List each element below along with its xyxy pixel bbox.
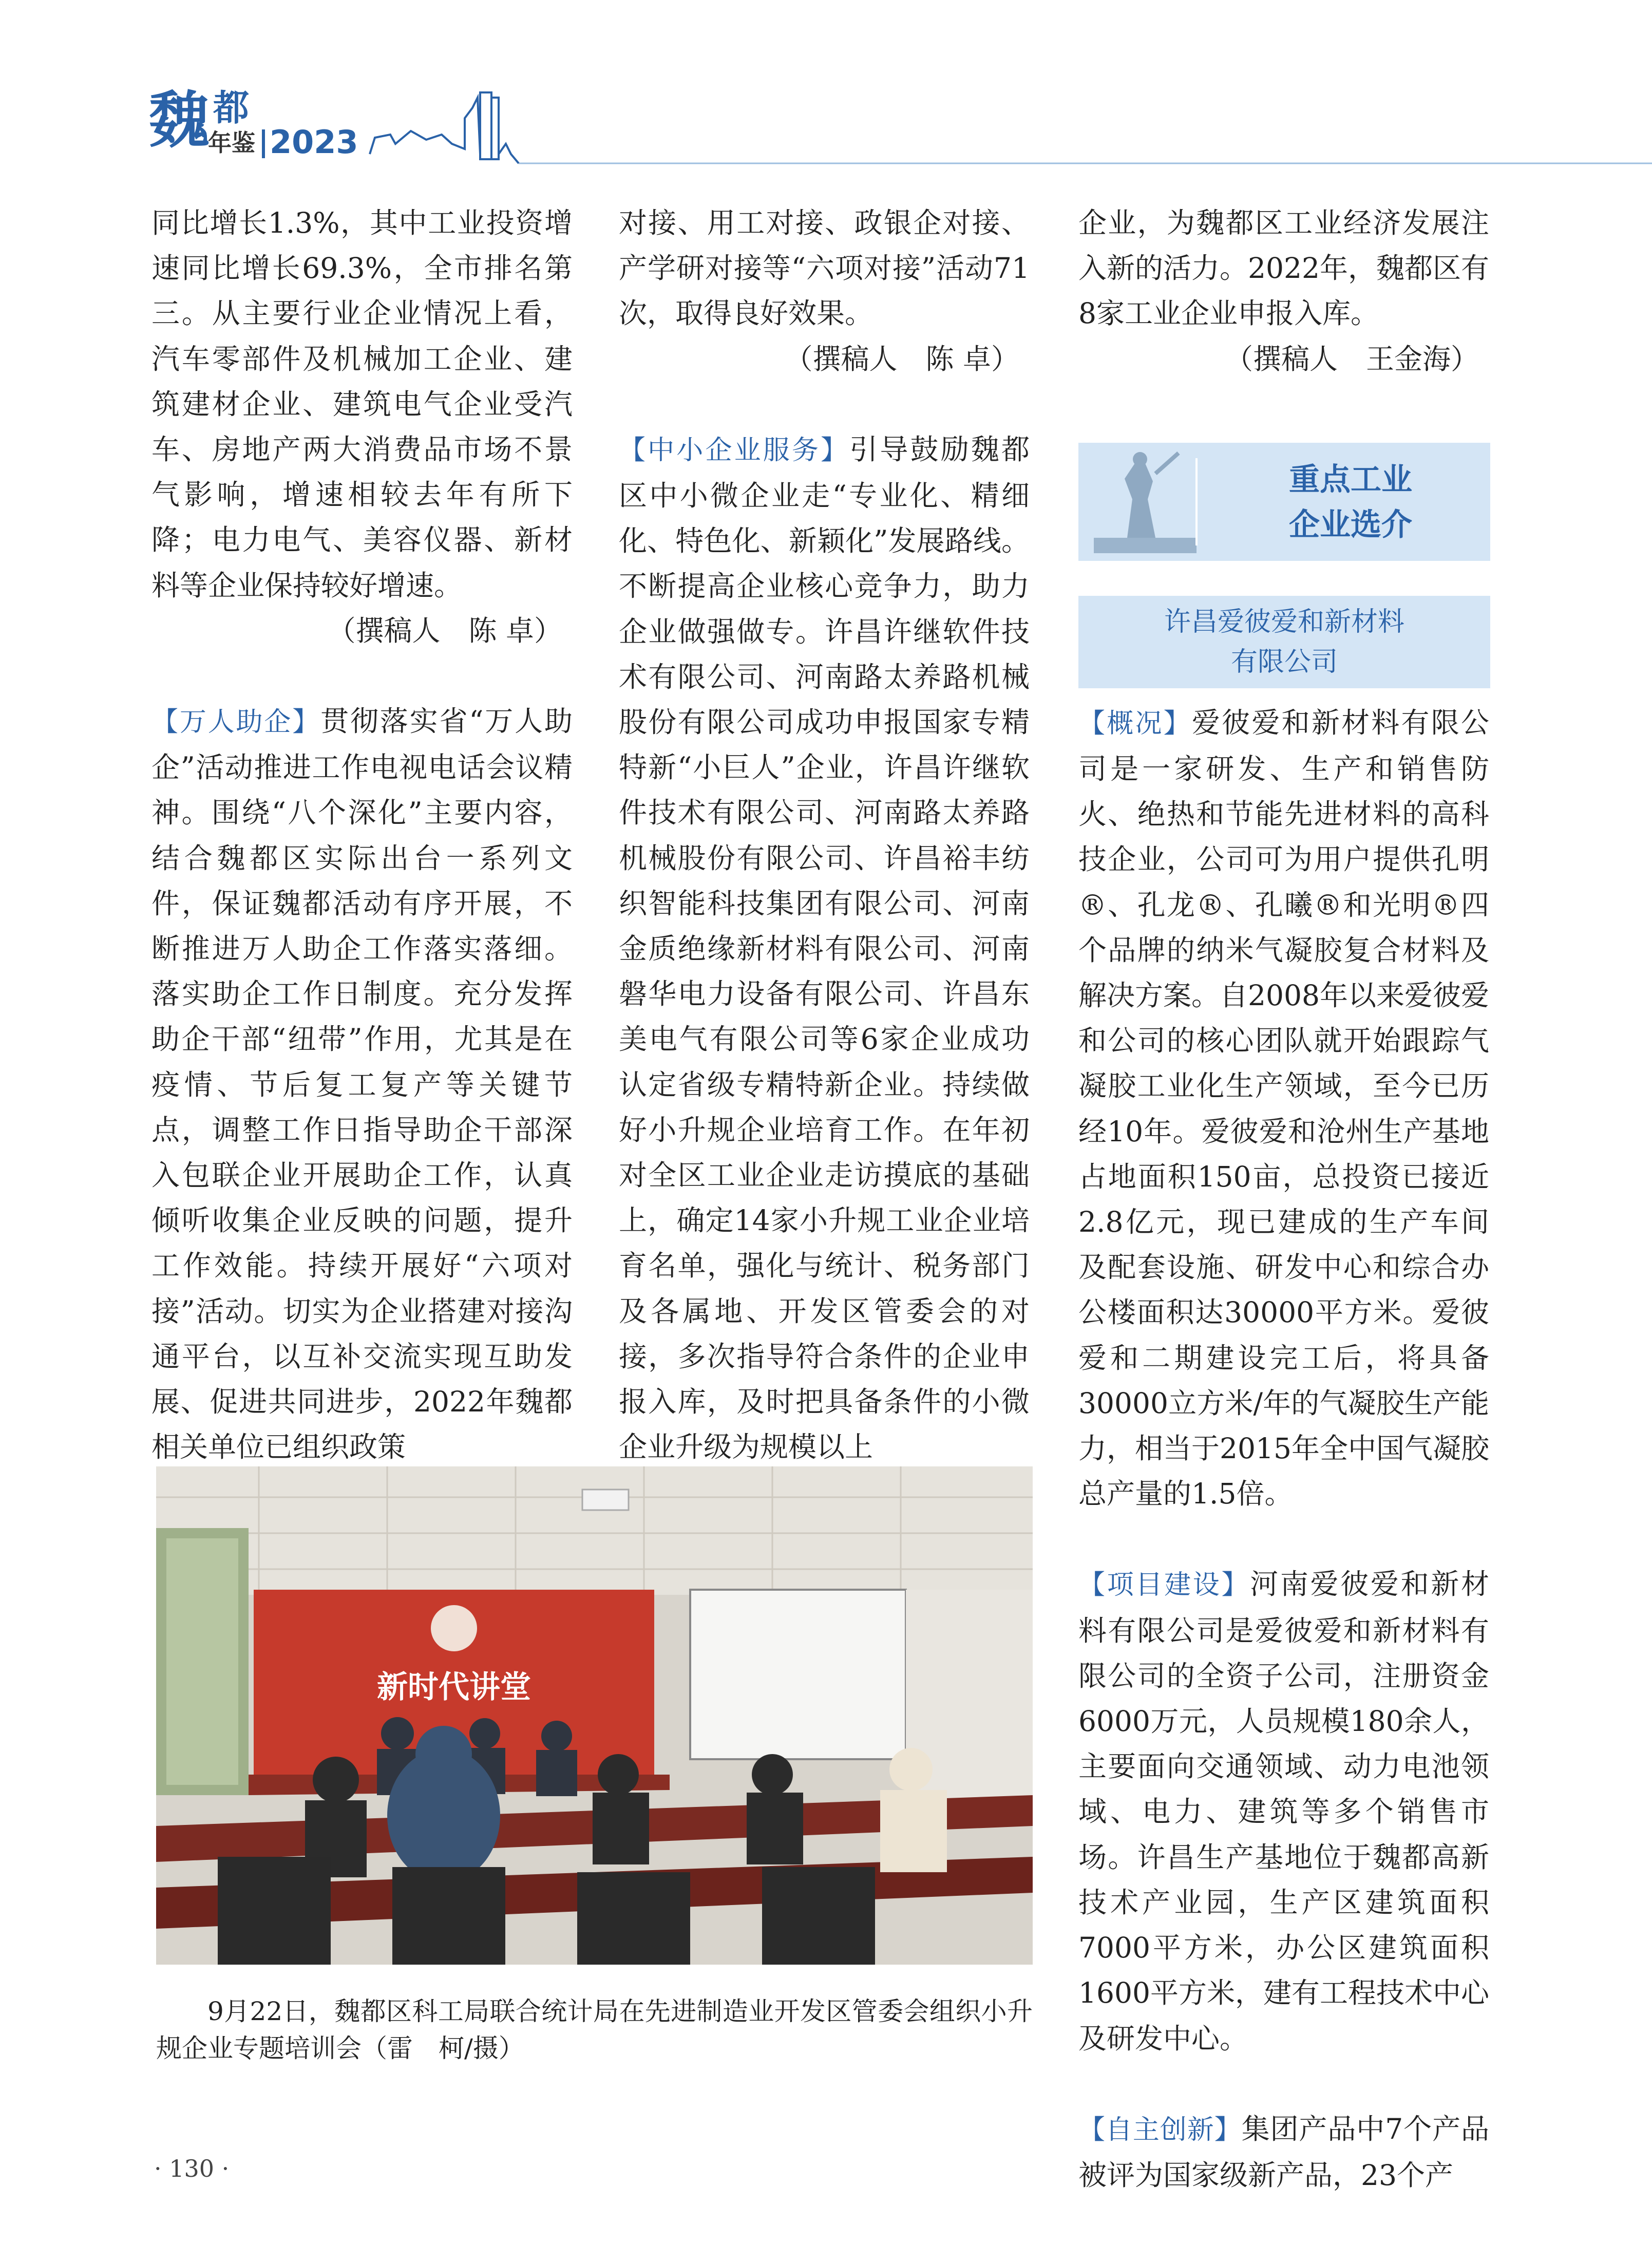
paragraph: 同比增长1.3%，其中工业投资增速同比增长69.3%，全市排名第三。从主要行业企业情况上看，汽车零部件及机械加工企业、建筑建材企业、建筑电气企业受汽车、房地产两大消费品市场不景气影响，增速相较去年有所下降；电力电气、美容仪器、新材料等企业保持较好增速。 <box>151 206 573 602</box>
column-1 <box>151 200 573 1469</box>
byline: （撰稿人 陈 卓） <box>784 342 1019 375</box>
byline: （撰稿人 陈 卓） <box>327 614 562 647</box>
paragraph: 对接、用工对接、政银企对接、产学研对接等“六项对接”活动71次，取得良好效果。 <box>619 206 1030 330</box>
logo-year: 2023 <box>270 123 358 161</box>
paragraph <box>1078 2106 1489 2198</box>
logo-divider <box>262 129 265 158</box>
logo-char-du: 都 <box>213 87 249 129</box>
page-number: · 130 · <box>154 2155 230 2182</box>
logo-nianjian: 年鉴 <box>208 129 255 157</box>
photo-caption: 9月22日，魏都区科工局联合统计局在先进制造业开发区管委会组织小升规企业专题培训会（雷 柯/摄） <box>156 1996 1033 2063</box>
banner-line: 重点工业 <box>1289 462 1412 498</box>
company-line: 有限公司 <box>1230 647 1338 677</box>
banner-title <box>1212 457 1489 548</box>
paragraph-text: 引导鼓励魏都区中小微企业走“专业化、精细化、特色化、新颖化”发展路线。不断提高企业核心竞争力，助力企业做强做专。许昌许继软件技术有限公司、河南路太养路机械股份有限公司成功申报国家专精特新“小巨人”企业，许昌许继软件技术有限公司、河南路太养路机械股份有限公司、许昌裕丰纺织智能科技集团有限公司、河南金质绝缘新材料有限公司、河南磐华电力设备有限公司、许昌东美电气有限公司等6家企业成功认定省级专精特新企业。持续做好小升规企业培育工作。在年初对全区工业企业走访摸底的基础上，确定14家小升规工业企业培育名单，强化与统计、税务部门及各属地、开发区管委会的对接，多次指导符合条件的企业申报入库，及时把具备条件的小微企业升级为规模以上 <box>619 432 1030 1464</box>
company-title <box>1078 602 1490 682</box>
paragraph-text: 爱彼爱和新材料有限公司是一家研发、生产和销售防火、绝热和节能先进材料的高科技企业，公司可为用户提供孔明®、孔龙®、孔曦®和光明®四个品牌的纳米气凝胶复合材料及解决方案。自2008年以来爱彼爱和公司的核心团队就开始跟踪气凝胶工业化生产领域，至今已历经10年。爱彼爱和沧州生产基地占地面积150亩，总投资已接近2.8亿元，现已建成的生产车间及配套设施、研发中心和综合办公楼面积达30000平方米。爱彼爱和二期建设完工后，将具备30000立方米/年的气凝胶生产能力，相当于2015年全中国气凝胶总产量的1.5倍。 <box>1078 706 1489 1511</box>
section-heading-zhongxiao: 【中小企业服务】 <box>619 435 850 466</box>
section-heading-xiangmu: 【项目建设】 <box>1078 1570 1250 1601</box>
paragraph-text: 贯彻落实省“万人助企”活动推进工作电视电话会议精神。围绕“八个深化”主要内容，结合魏都区实际出台一系列文件，保证魏都活动有序开展，不断推进万人助企工作落实落细。落实助企工作日制度。充分发挥助企干部“纽带”作用，尤其是在疫情、节后复工复产等关键节点，调整工作日指导助企干部深入包联企业开展助企工作，认真倾听收集企业反映的问题，提升工作效能。持续开展好“六项对接”活动。切实为企业搭建对接沟通平台，以互补交流实现互助发展、促进共同进步，2022年魏都相关单位已组织政策 <box>151 705 573 1464</box>
paragraph-text: 河南爱彼爱和新材料有限公司是爱彼爱和新材料有限公司的全资子公司，注册资金6000万元，人员规模180余人，主要面向交通领域、动力电池领域、电力、建筑等多个销售市场。许昌生产基地位于魏都高新技术产业园，生产区建筑面积7000平方米，办公区建筑面积1600平方米，建有工程技术中心及研发中心。 <box>1078 1568 1489 2055</box>
banner-line: 企业选介 <box>1289 507 1412 543</box>
section-heading-zizhu: 【自主创新】 <box>1078 2114 1242 2145</box>
meeting-photo <box>156 1466 1033 1965</box>
logo-char-wei: 魏 <box>149 85 210 156</box>
company-line: 许昌爱彼爱和新材料 <box>1164 607 1404 637</box>
paragraph <box>1078 700 1489 1517</box>
byline: （撰稿人 王金海） <box>1224 342 1479 375</box>
paragraph <box>151 699 573 1469</box>
section-heading-wanren: 【万人助企】 <box>151 707 321 738</box>
paragraph: 企业，为魏都区工业经济发展注入新的活力。2022年，魏都区有8家工业企业申报入库。 <box>1078 206 1489 330</box>
page-header <box>0 0 1652 169</box>
photo-banner-text: 新时代讲堂 <box>377 1669 531 1705</box>
column-2 <box>619 200 1030 1469</box>
section-heading-gaikuang: 【概况】 <box>1078 708 1192 739</box>
paragraph <box>1078 1561 1489 2061</box>
paragraph <box>619 427 1030 1470</box>
paragraph-text: 集团产品中7个产品被评为国家级新产品，23个产 <box>1078 2112 1489 2192</box>
meeting-room-illustration <box>156 1466 1033 1965</box>
